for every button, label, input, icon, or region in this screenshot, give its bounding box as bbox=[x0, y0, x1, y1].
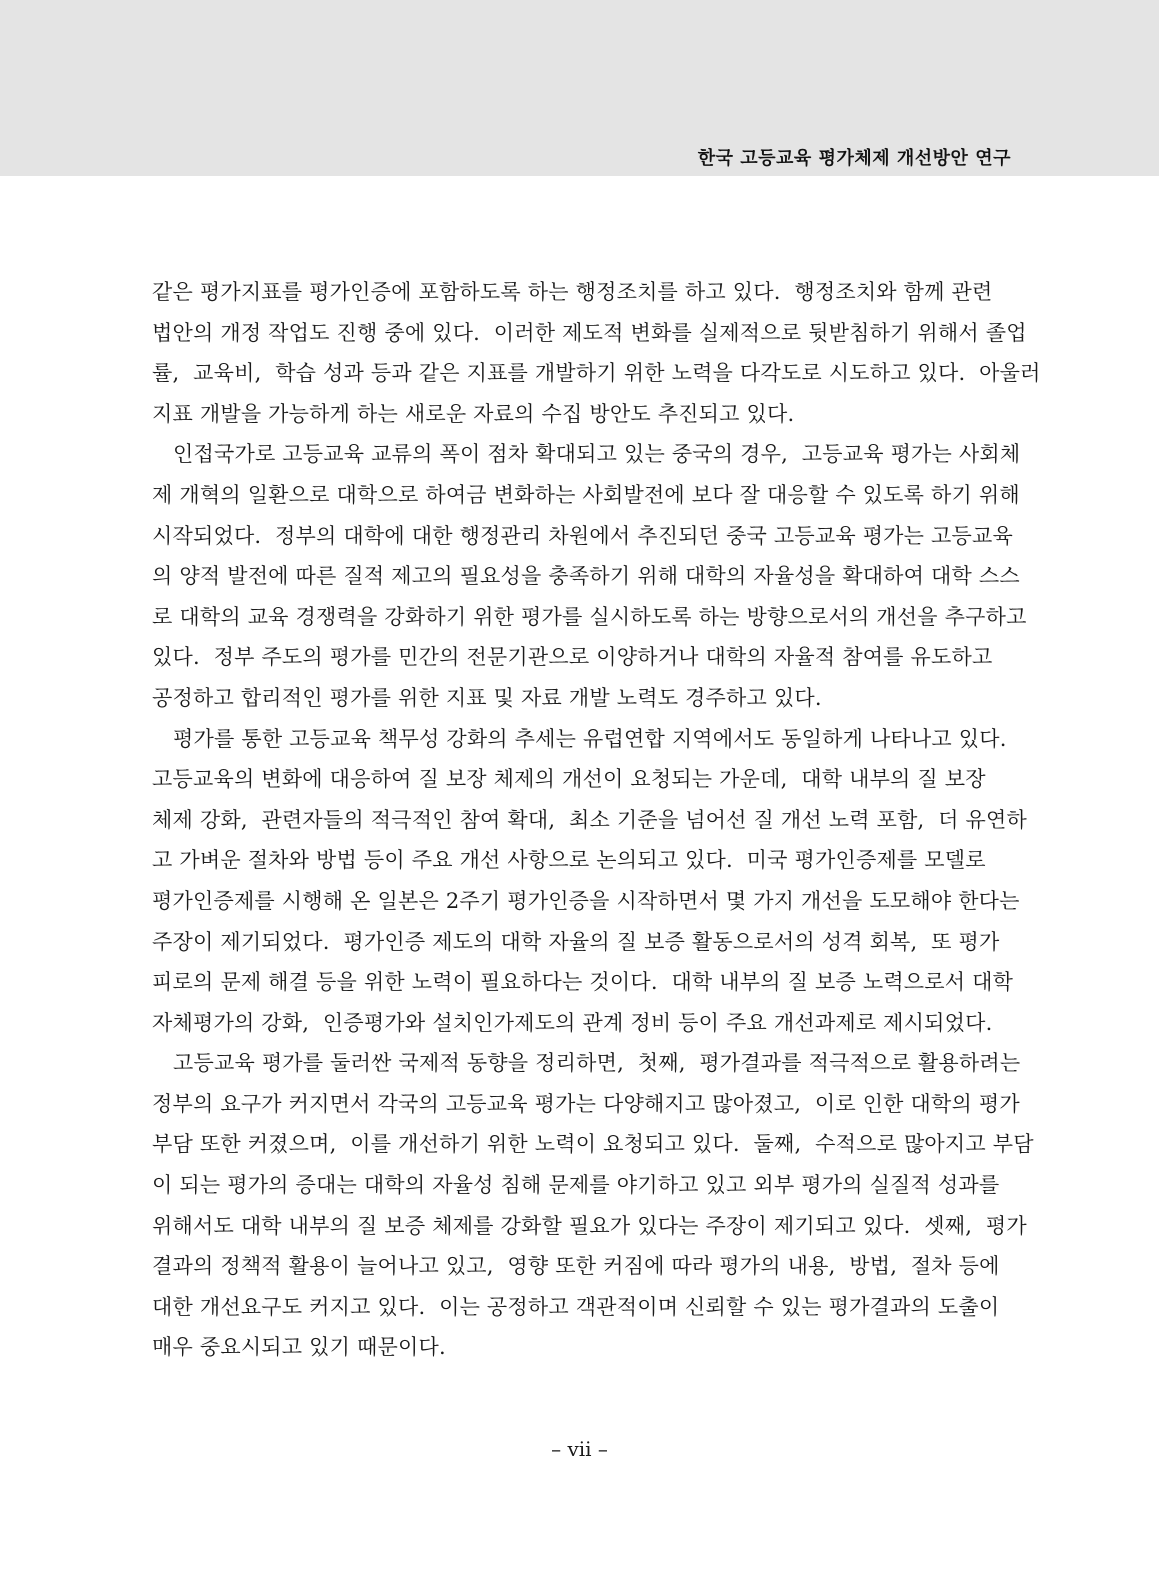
text-line: 인접국가로 고등교육 교류의 폭이 점차 확대되고 있는 중국의 경우, 고등교육 평가는 사회체 bbox=[173, 442, 1021, 467]
text-line: 이 되는 평가의 증대는 대학의 자율성 침해 문제를 야기하고 있고 외부 평가의 실질적 성과를 bbox=[152, 1173, 1000, 1198]
paragraph-2 bbox=[152, 434, 1027, 718]
text-line: 있다. 정부 주도의 평가를 민간의 전문기관으로 이양하거나 대학의 자율적 참여를 유도하고 bbox=[152, 645, 993, 670]
text-line: 법안의 개정 작업도 진행 중에 있다. 이러한 제도적 변화를 실제적으로 뒷받침하기 위해서 졸업 bbox=[152, 320, 1027, 345]
text-line: 시작되었다. 정부의 대학에 대한 행정관리 차원에서 추진되던 중국 고등교육 평가는 고등교육 bbox=[152, 523, 1013, 548]
text-line: 같은 평가지표를 평가인증에 포함하도록 하는 행정조치를 하고 있다. 행정조치와 함께 관련 bbox=[152, 280, 993, 304]
text-line: 자체평가의 강화, 인증평가와 설치인가제도의 관계 정비 등이 주요 개선과제로 제시되었다. bbox=[152, 1010, 993, 1035]
text-line: 률, 교육비, 학습 성과 등과 같은 지표를 개발하기 위한 노력을 다각도로 시도하고 있다. 아울러 bbox=[152, 361, 1041, 386]
header-band bbox=[0, 0, 1159, 176]
text-line: 로 대학의 교육 경쟁력을 강화하기 위한 평가를 실시하도록 하는 방향으로서의 개선을 추구하고 bbox=[152, 604, 1027, 629]
running-head-title: 한국 고등교육 평가체제 개선방안 연구 bbox=[697, 148, 1011, 169]
text-line: 정부의 요구가 커지면서 각국의 고등교육 평가는 다양해지고 많아졌고, 이로 인한 대학의 평가 bbox=[152, 1091, 1020, 1116]
text-line: 공정하고 합리적인 평가를 위한 지표 및 자료 개발 노력도 경주하고 있다. bbox=[152, 685, 822, 710]
document-body bbox=[152, 272, 1041, 1368]
text-line: 의 양적 발전에 따른 질적 제고의 필요성을 충족하기 위해 대학의 자율성을 확대하여 대학 스스 bbox=[152, 564, 1020, 589]
text-line: 부담 또한 커졌으며, 이를 개선하기 위한 노력이 요청되고 있다. 둘째, 수적으로 많아지고 부담 bbox=[152, 1132, 1034, 1157]
paragraph-4 bbox=[152, 1043, 1034, 1368]
page-number: – vii – bbox=[551, 1437, 608, 1461]
text-line: 주장이 제기되었다. 평가인증 제도의 대학 자율의 질 보증 활동으로서의 성격 회복, 또 평가 bbox=[152, 929, 1000, 954]
text-line: 평가를 통한 고등교육 책무성 강화의 추세는 유럽연합 지역에서도 동일하게 나타나고 있다. bbox=[173, 726, 1007, 751]
text-line: 대한 개선요구도 커지고 있다. 이는 공정하고 객관적이며 신뢰할 수 있는 평가결과의 도출이 bbox=[152, 1294, 1000, 1319]
text-line: 평가인증제를 시행해 온 일본은 2주기 평가인증을 시작하면서 몇 가지 개선을 도모해야 한다는 bbox=[152, 888, 1020, 913]
paragraph-3 bbox=[152, 719, 1027, 1044]
text-line: 고등교육 평가를 둘러싼 국제적 동향을 정리하면, 첫째, 평가결과를 적극적으로 활용하려는 bbox=[173, 1051, 1021, 1076]
text-line: 결과의 정책적 활용이 늘어나고 있고, 영향 또한 커짐에 따라 평가의 내용, 방법, 절차 등에 bbox=[152, 1254, 1000, 1279]
text-line: 제 개혁의 일환으로 대학으로 하여금 변화하는 사회발전에 보다 잘 대응할 수 있도록 하기 위해 bbox=[152, 482, 1020, 507]
text-line: 체제 강화, 관련자들의 적극적인 참여 확대, 최소 기준을 넘어선 질 개선 노력 포함, 더 유연하 bbox=[152, 807, 1027, 832]
text-line: 위해서도 대학 내부의 질 보증 체제를 강화할 필요가 있다는 주장이 제기되고 있다. 셋째, 평가 bbox=[152, 1213, 1027, 1238]
text-line: 지표 개발을 가능하게 하는 새로운 자료의 수집 방안도 추진되고 있다. bbox=[152, 401, 795, 426]
paragraph-1 bbox=[152, 272, 1041, 434]
text-line: 매우 중요시되고 있기 때문이다. bbox=[152, 1335, 446, 1360]
text-line: 고 가벼운 절차와 방법 등이 주요 개선 사항으로 논의되고 있다. 미국 평가인증제를 모델로 bbox=[152, 848, 986, 873]
text-line: 고등교육의 변화에 대응하여 질 보장 체제의 개선이 요청되는 가운데, 대학 내부의 질 보장 bbox=[152, 767, 986, 792]
text-line: 피로의 문제 해결 등을 위한 노력이 필요하다는 것이다. 대학 내부의 질 보증 노력으로서 대학 bbox=[152, 970, 1014, 995]
